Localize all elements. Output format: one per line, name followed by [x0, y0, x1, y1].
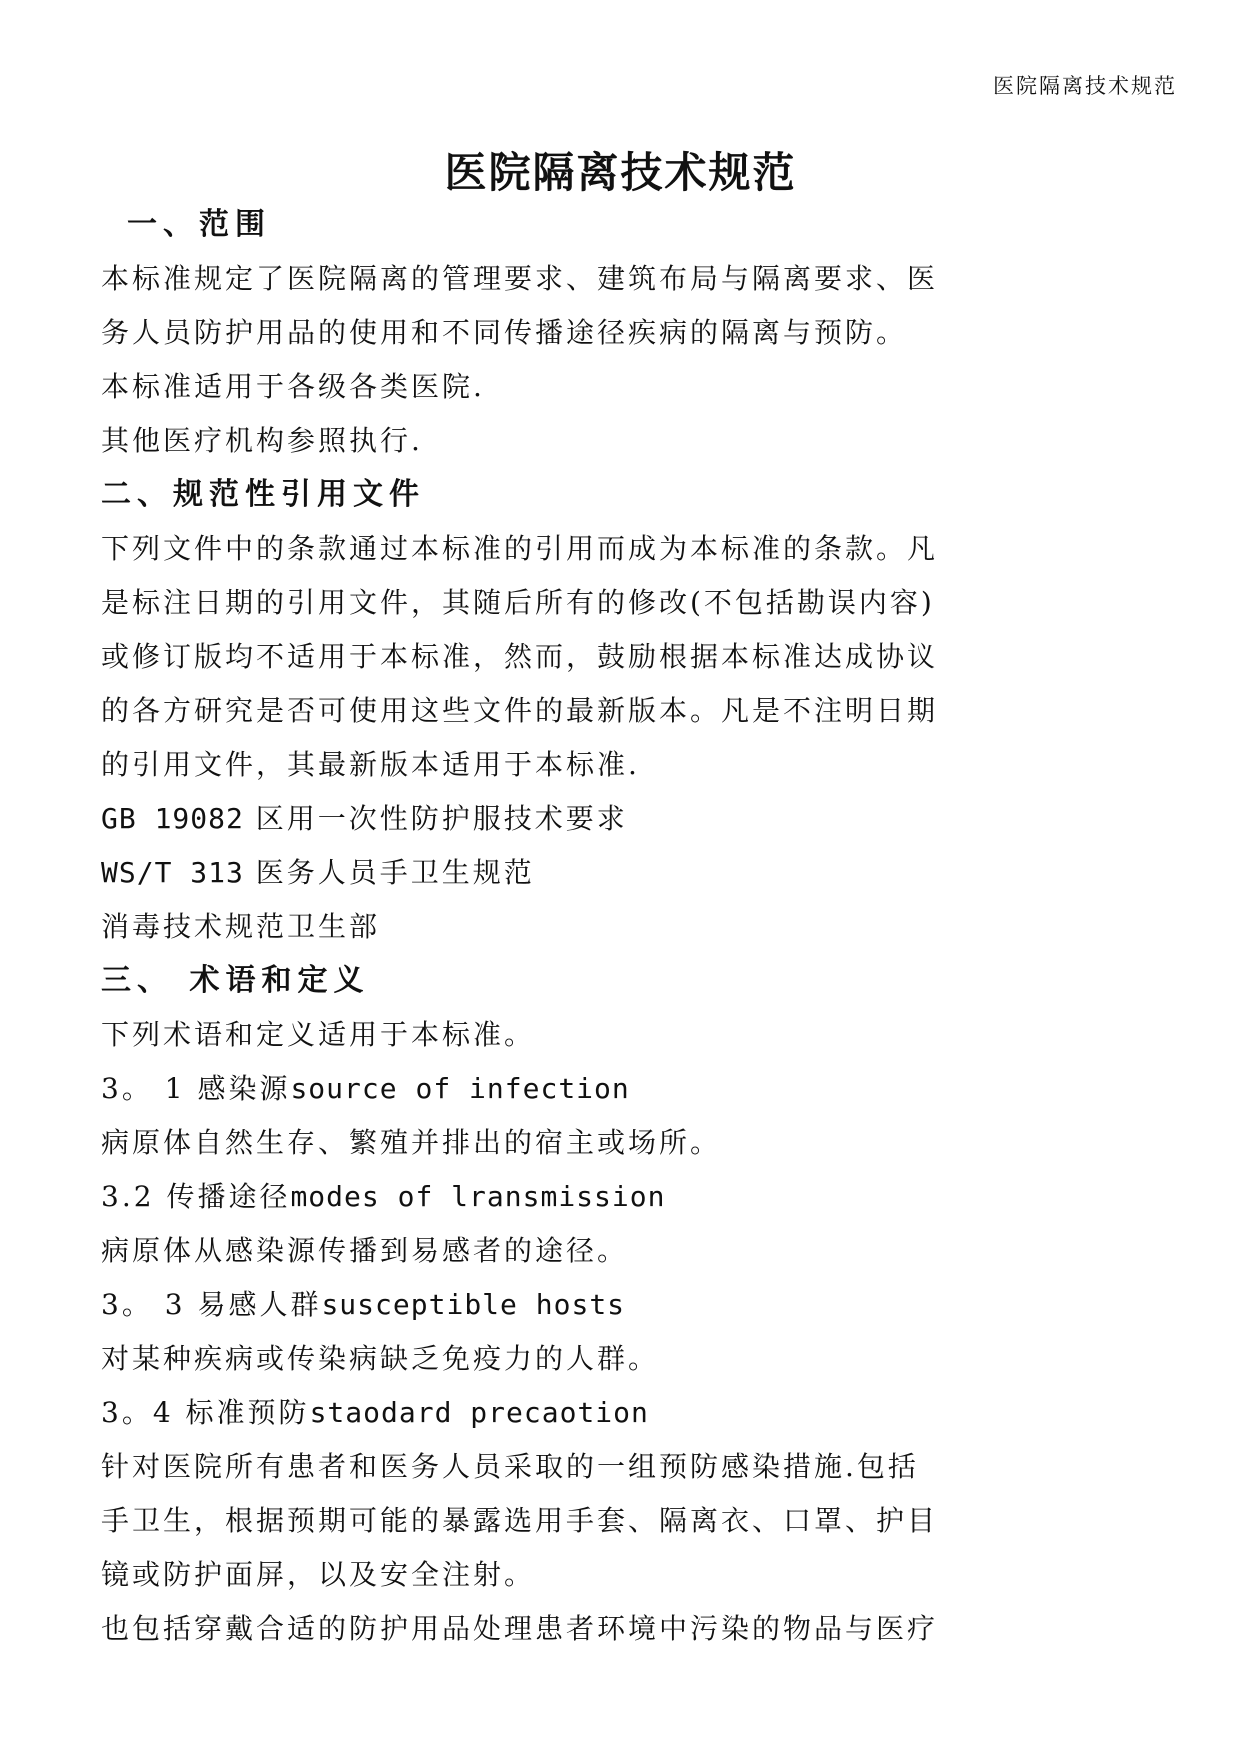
term-chinese: 标准预防: [185, 1396, 310, 1429]
paragraph-line: 下列术语和定义适用于本标准。: [101, 1018, 536, 1051]
term-definition: 病原体自然生存、繁殖并排出的宿主或场所。: [101, 1126, 722, 1159]
reference-title: 区用一次性防护服技术要求: [255, 802, 628, 835]
term-definition: 手卫生，根据预期可能的暴露选用手套、隔离衣、口罩、护目: [101, 1504, 939, 1537]
section-heading-terms: 三、 术语和定义: [101, 963, 370, 998]
term-english: modes of lransmission: [290, 1180, 666, 1213]
reference-line: [101, 846, 1161, 900]
paragraph-line: 其他医疗机构参照执行.: [101, 424, 423, 457]
term-definition: 对某种疾病或传染病缺乏免疫力的人群。: [101, 1342, 660, 1375]
section-heading-scope: 一、范围: [127, 207, 271, 242]
paragraph-line: 或修订版均不适用于本标准，然而，鼓励根据本标准达成协议: [101, 640, 939, 673]
term-line: [101, 1062, 1161, 1116]
term-number: 3.2: [101, 1180, 155, 1213]
term-definition: 也包括穿戴合适的防护用品处理患者环境中污染的物品与医疗: [101, 1612, 939, 1645]
term-definition: 镜或防护面屏，以及安全注射。: [101, 1558, 536, 1591]
paragraph-line: 是标注日期的引用文件，其随后所有的修改(不包括勘误内容): [101, 586, 935, 619]
term-english: staodard precaotion: [309, 1396, 649, 1429]
term-english: susceptible hosts: [321, 1288, 626, 1321]
term-english: source of infection: [290, 1072, 630, 1105]
term-chinese: 传播途径: [166, 1180, 291, 1213]
term-number: 3。 3: [101, 1288, 186, 1321]
paragraph-line: 的引用文件，其最新版本适用于本标准.: [101, 748, 640, 781]
section-heading-normative-references: 二、规范性引用文件: [101, 477, 425, 512]
reference-code: WS/T 313: [101, 856, 244, 889]
reference-title: 医务人员手卫生规范: [255, 856, 535, 889]
term-line: [101, 1278, 1161, 1332]
paragraph-line: 本标准规定了医院隔离的管理要求、建筑布局与隔离要求、医: [101, 262, 939, 295]
term-definition: 针对医院所有患者和医务人员采取的一组预防感染措施.包括: [101, 1450, 919, 1483]
term-chinese: 易感人群: [197, 1288, 322, 1321]
term-chinese: 感染源: [197, 1072, 291, 1105]
running-header: 医院隔离技术规范: [993, 74, 1177, 98]
term-definition: 病原体从感染源传播到易感者的途径。: [101, 1234, 629, 1267]
paragraph-line: 下列文件中的条款通过本标准的引用而成为本标准的条款。凡: [101, 532, 939, 565]
paragraph-line: 的各方研究是否可使用这些文件的最新版本。凡是不注明日期: [101, 694, 939, 727]
term-number: 3。 1: [101, 1072, 186, 1105]
paragraph-line: 消毒技术规范卫生部: [101, 910, 381, 943]
paragraph-line: 本标准适用于各级各类医院.: [101, 370, 485, 403]
term-line: [101, 1386, 1161, 1440]
document-body: [101, 198, 1161, 1656]
reference-code: GB 19082: [101, 802, 244, 835]
document-title: 医院隔离技术规范: [444, 148, 797, 197]
term-line: [101, 1170, 1161, 1224]
term-number: 3。4: [101, 1396, 174, 1429]
reference-line: [101, 792, 1161, 846]
paragraph-line: 务人员防护用品的使用和不同传播途径疾病的隔离与预防。: [101, 316, 908, 349]
